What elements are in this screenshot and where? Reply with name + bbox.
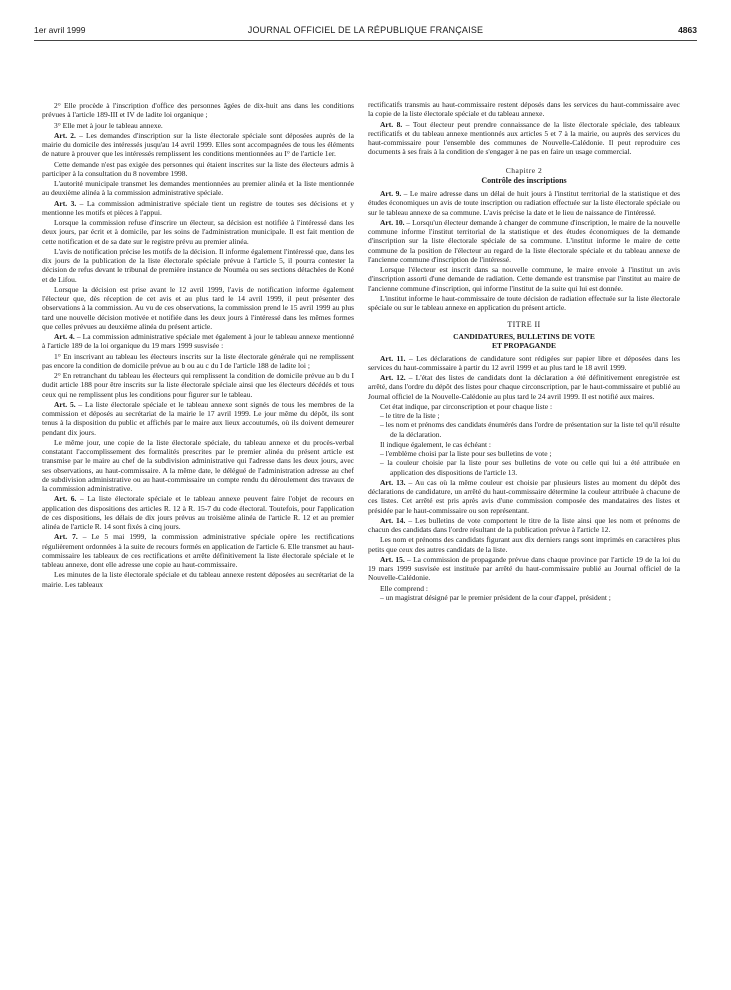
header-date: 1er avril 1999 bbox=[34, 25, 86, 35]
article-paragraph bbox=[368, 555, 680, 583]
paragraph bbox=[42, 179, 354, 198]
header-journal-title: JOURNAL OFFICIEL DE LA RÉPUBLIQUE FRANÇAISE bbox=[247, 25, 484, 35]
article-number: Art. 11. bbox=[380, 353, 406, 363]
paragraph-text: L'autorité municipale transmet les demandes mentionnées au premier alinéa et la liste mentionnée au deuxième alinéa à la commission administrative spéciale. bbox=[42, 179, 354, 198]
article-paragraph bbox=[42, 532, 354, 569]
paragraph bbox=[368, 535, 680, 554]
article-number: Art. 13. bbox=[380, 477, 406, 487]
article-number: Art. 2. bbox=[54, 130, 76, 140]
title-heading: TITRE II bbox=[507, 320, 541, 330]
paragraph-text: – Au cas où la même couleur est choisie par plusieurs listes au moment du dépôt des déclarations de candidature, un arrêté du haut-commissaire détermine la couleur attribuée à chacune de ces listes. Cet arrêté est pris après avis d'une commission composée des mandataires des listes et présidée par le haut-commissaire ou son représentant. bbox=[368, 477, 680, 515]
paragraph-text: – L'état des listes de candidats dont la déclaration a été définitivement enregistrée est arrêté, dans l'ordre du dépôt des listes pour chaque circonscription, par le haut-commissaire et publié au Journal officiel de la Nouvelle-Calédonie au plus tard le 24 avril 1999. Il est notifié aux maires. bbox=[368, 373, 681, 401]
paragraph bbox=[368, 265, 680, 293]
paragraph-text: – l'emblème choisi par la liste pour ses bulletins de vote ; bbox=[380, 449, 552, 458]
article-paragraph bbox=[368, 354, 680, 373]
paragraph bbox=[42, 121, 354, 130]
article-paragraph bbox=[42, 131, 354, 159]
article-paragraph bbox=[368, 373, 680, 401]
article-number: Art. 3. bbox=[54, 198, 77, 208]
article-number: Art. 15. bbox=[380, 554, 405, 564]
article-number: Art. 10. bbox=[380, 217, 405, 227]
paragraph-text: Il indique également, le cas échéant : bbox=[380, 439, 491, 449]
page-header bbox=[34, 25, 697, 39]
paragraph bbox=[42, 352, 354, 371]
paragraph-text: 3° Elle met à jour le tableau annexe. bbox=[54, 120, 163, 130]
list-item bbox=[380, 458, 680, 477]
paragraph-text: – Le maire adresse dans un délai de huit jours à l'institut territorial de la statistique et des études économiques un avis de toute inscription ou radiation effectuée sur la liste électorale spéciale ou sur le tableau annexe de sa commune. L'avis précise la date et le lieu de naissance de l'intéressé. bbox=[368, 189, 680, 217]
paragraph-text: rectificatifs transmis au haut-commissaire restent déposés dans les services du haut-commissaire avec la copie de la liste électorale spéciale et du tableau annexe. bbox=[368, 100, 680, 119]
left-column bbox=[42, 100, 354, 589]
title-subject bbox=[368, 332, 680, 350]
article-number: Art. 12. bbox=[380, 373, 406, 382]
paragraph bbox=[368, 402, 680, 411]
paragraph bbox=[42, 218, 354, 246]
paragraph-text: – Le 5 mai 1999, la commission administrative spéciale opère les rectifications régulièrement ordonnées à la suite de recours formés en application de l'article 6. Elle transmet au haut-commissaire les tableaux de ces rectifications et arrête définitivement la liste électorale spéciale et le tableau annexe, dont elle adresse une copie au haut-commissaire. bbox=[42, 532, 354, 569]
article-number: Art. 6. bbox=[54, 494, 77, 504]
article-paragraph bbox=[42, 400, 354, 437]
article-paragraph bbox=[368, 189, 680, 217]
article-number: Art. 7. bbox=[54, 532, 78, 542]
article-number: Art. 9. bbox=[380, 189, 402, 198]
article-paragraph bbox=[368, 478, 680, 515]
list-item bbox=[380, 420, 680, 439]
chapter-heading: Chapitre 2 bbox=[505, 165, 543, 175]
paragraph-text: Cet état indique, par circonscription et pour chaque liste : bbox=[380, 401, 553, 411]
title-subject-line: ET PROPAGANDE bbox=[491, 340, 557, 350]
paragraph-text: Elle comprend : bbox=[380, 583, 428, 593]
header-rule bbox=[34, 40, 697, 41]
paragraph-text: – La commission de propagande prévue dans chaque province par l'article 19 de la loi du 19 mars 1999 susvisée est instituée par arrêté du haut-commissaire publié au Journal officiel de la Nouvelle-Calédonie. bbox=[368, 554, 680, 583]
chapter-title: Contrôle des inscriptions bbox=[481, 175, 567, 185]
paragraph-text: 2° Elle procède à l'inscription d'office des personnes âgées de dix-huit ans dans les conditions prévues à l'article 189-III et IV de ladite loi organique ; bbox=[42, 101, 354, 120]
paragraph bbox=[368, 584, 680, 593]
paragraph bbox=[42, 247, 354, 284]
paragraph-text: Lorsque la commission refuse d'inscrire un électeur, sa décision est notifiée à l'intéressé dans les deux jours, par écrit et à domicile, par les soins de l'administration municipale. Il est fait mention de cette notification et de sa date sur le registre prévu au premier alinéa. bbox=[42, 218, 354, 246]
paragraph bbox=[368, 100, 680, 119]
paragraph bbox=[42, 160, 354, 179]
title-subject-line: CANDIDATURES, BULLETINS DE VOTE bbox=[453, 331, 595, 341]
paragraph-text: – Les bulletins de vote comportent le titre de la liste ainsi que les nom et prénoms de chacun des candidats dans l'ordre résultant de la publication prévue à l'article 12. bbox=[368, 515, 680, 534]
paragraph-text: – La commission administrative spéciale tient un registre de toutes ses décisions et y mentionne les motifs et pièces à l'appui. bbox=[42, 198, 354, 217]
paragraph-text: – Lorsqu'un électeur demande à changer de commune d'inscription, le maire de la nouvelle commune informe l'institut territorial de la statistique et des études économiques de la demande d'inscription sur la liste électorale spéciale de sa commune. L'institut informe le maire de cette commune de la position de l'électeur au regard de la liste électorale spéciale et du tableau annexe de l'ancienne commune d'inscription de l'intéressé. bbox=[368, 217, 680, 264]
article-paragraph bbox=[368, 218, 680, 264]
paragraph-text: – Les demandes d'inscription sur la liste électorale spéciale sont déposées auprès de la mairie du domicile des intéressés jusqu'au 14 avril 1999. Elles sont accompagnées de tous les éléments de nature à prouver que les intéressés remplissent les conditions mentionnées au I° de l'article 1er. bbox=[42, 130, 355, 159]
article-paragraph bbox=[42, 494, 354, 531]
list-item bbox=[380, 411, 680, 420]
article-number: Art. 14. bbox=[380, 515, 406, 525]
paragraph-text: L'avis de notification précise les motifs de la décision. Il informe également l'intéressé que, dans les dix jours de la publication de la liste électorale spéciale prévue à l'article 5, il pourra contester la décision de refus devant le tribunal de première instance de Nouméa ou ses sections détachées de Koné et de Lifou. bbox=[42, 246, 354, 284]
article-number: Art. 5. bbox=[54, 399, 76, 409]
paragraph bbox=[42, 101, 354, 120]
paragraph bbox=[42, 570, 354, 589]
paragraph-text: Cette demande n'est pas exigée des personnes qui étaient inscrites sur la liste des électeurs admis à participer à la consultation du 8 novembre 1998. bbox=[42, 159, 354, 178]
paragraph-text: L'institut informe le haut-commissaire de toute décision de radiation effectuée sur la liste électorale spéciale ou sur le tableau annexe en application du présent article. bbox=[368, 293, 680, 312]
paragraph-text: Le même jour, une copie de la liste électorale spéciale, du tableau annexe et du procès-verbal constatant l'accomplissement des formalités prescrites par le premier alinéa du présent article est transmise par le maire au chef de la subdivision administrative qui l'adresse dans les deux jours, avec ses observations, au haut-commissaire. A la même date, le délégué de l'administration adresse au chef de subdivision administrative ou au haut-commissaire un compte rendu du déroulement des travaux de la commission administrative. bbox=[42, 437, 354, 493]
paragraph-text: – le titre de la liste ; bbox=[380, 411, 440, 420]
header-page-number: 4863 bbox=[678, 25, 697, 35]
list-item bbox=[380, 593, 680, 602]
paragraph-text: – La commission administrative spéciale met également à jour le tableau annexe mentionné à l'article 189 de la loi organique du 19 mars 1999 susvisée : bbox=[42, 332, 354, 351]
article-number: Art. 8. bbox=[380, 119, 403, 129]
paragraph-text: – La liste électorale spéciale et le tableau annexe peuvent faire l'objet de recours en application des dispositions des articles R. 12 à R. 15-7 du code électoral. Toutefois, pour l'application de ces dispositions, les délais de dix jours prévus au troisième alinéa de l'article R. 12 et au premier alinéa de l'article R. 14 sont fixés à cinq jours. bbox=[42, 494, 354, 531]
paragraph bbox=[42, 285, 354, 331]
right-column bbox=[368, 99, 680, 602]
paragraph-text: – La liste électorale spéciale et le tableau annexe sont signés de tous les membres de la commission et déposés au secrétariat de la mairie le 17 avril 1999. Le jour même du dépôt, ils sont tenus à la disposition du public et affichés par le maire aux lieux accoutumés, où ils doivent demeurer pendant dix jours. bbox=[42, 399, 354, 437]
paragraph bbox=[368, 440, 680, 449]
paragraph bbox=[42, 438, 354, 494]
paragraph-text: 2° En retranchant du tableau les électeurs qui remplissent la condition de domicile prévue au b du I dudit article 188 pour être inscrits sur la liste électorale spéciale ainsi que les électeurs décédés et tous ceux qui ne remplissent plus les conditions pour figurer sur le tableau. bbox=[42, 371, 354, 399]
paragraph-text: – la couleur choisie par la liste pour ses bulletins de vote ou celle qui lui a été attribuée en application des dispositions de l'article 13. bbox=[380, 458, 680, 477]
paragraph bbox=[368, 294, 680, 313]
paragraph-text: – Tout électeur peut prendre connaissance de la liste électorale spéciale, des tableaux rectificatifs et du tableau annexe mentionnés aux articles 5 et 7 à la mairie, ou auprès des services du haut-commissaire pour l'ensemble des communes de Nouvelle-Calédonie. Il peut reproduire ces documents à ses frais à la condition de s'engager à ne pas en faire un usage commercial. bbox=[368, 119, 680, 157]
paragraph-text: Les minutes de la liste électorale spéciale et du tableau annexe restent déposées au secrétariat de la mairie. Les tableaux bbox=[42, 570, 354, 589]
paragraph-text: Lorsque la décision est prise avant le 12 avril 1999, l'avis de notification informe également l'électeur que, dès réception de cet avis et au plus tard le 14 avril 1999, il peut présenter des observations à la commission. Au vu de ces observations, la commission prend le 15 avril 1999 au plus tard une nouvelle décision motivée et notifiée dans les deux jours à l'intéressé dans les mêmes formes que celles prévues au deuxième alinéa du présent article. bbox=[42, 284, 354, 331]
paragraph-text: – les nom et prénoms des candidats énumérés dans l'ordre de présentation sur la liste tel qu'il résulte de la déclaration. bbox=[380, 420, 680, 439]
paragraph-text: – un magistrat désigné par le premier président de la cour d'appel, président ; bbox=[380, 592, 611, 602]
article-paragraph bbox=[42, 332, 354, 351]
article-paragraph bbox=[368, 120, 680, 157]
article-number: Art. 4. bbox=[54, 332, 75, 341]
list-item bbox=[380, 449, 680, 458]
paragraph-text: Les nom et prénoms des candidats figurant aux dix derniers rangs sont imprimés en caractères plus petits que ceux des autres candidats de la liste. bbox=[368, 535, 680, 554]
paragraph-text: – Les déclarations de candidature sont rédigées sur papier libre et déposées dans les services du haut-commissaire à partir du 12 avril 1999 et au plus tard le 18 avril 1999. bbox=[368, 353, 680, 372]
paragraph bbox=[42, 371, 354, 399]
article-paragraph bbox=[368, 516, 680, 535]
paragraph-text: 1° En inscrivant au tableau les électeurs inscrits sur la liste électorale générale qui ne remplissent pas encore la condition de domicile prévue au b ou au c du I de l'article 188 de ladite loi ; bbox=[42, 351, 354, 370]
article-paragraph bbox=[42, 199, 354, 218]
paragraph-text: Lorsque l'électeur est inscrit dans sa nouvelle commune, le maire envoie à l'institut un avis d'inscription assorti d'une demande de radiation. Cette demande est transmise par l'institut au maire de l'ancienne commune d'inscription, qui informe l'institut de la suite qui lui est donnée. bbox=[368, 265, 680, 293]
